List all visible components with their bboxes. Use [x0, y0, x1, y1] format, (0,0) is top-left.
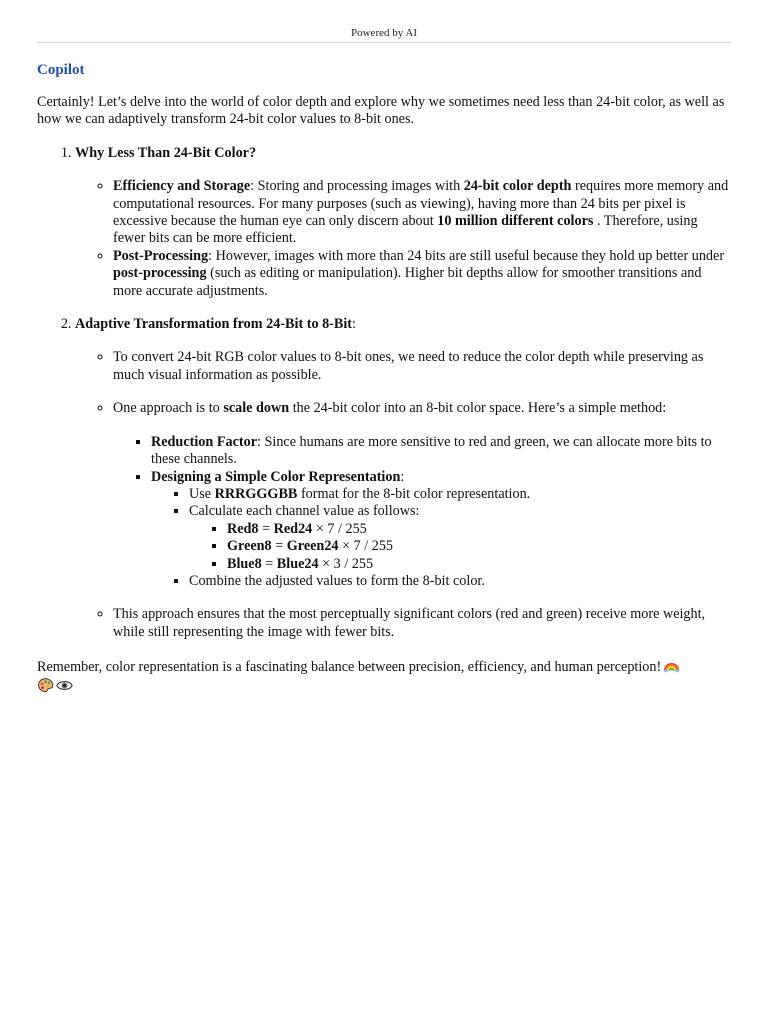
- term-red8: Red8: [227, 520, 259, 537]
- term-10-million: 10 million different colors: [437, 213, 594, 230]
- term-efficiency: Efficiency and Storage: [113, 178, 251, 195]
- term-post-processing-inline: post-processing: [113, 265, 207, 282]
- term-blue24: Blue24: [276, 555, 319, 572]
- text-span: requires more memory and computational resources. For many purposes (such as viewing), having more than 24 bits per pixel is excessive because the human eye can only discern about: [113, 178, 729, 230]
- text-span: × 7 / 255: [312, 520, 367, 537]
- text-span: :: [400, 468, 405, 485]
- text-span: Calculate each channel value as follows:: [189, 503, 420, 520]
- text-span: format for the 8-bit color representation.: [297, 485, 531, 502]
- section-1: [75, 145, 731, 300]
- list-item-efficiency: [113, 178, 731, 248]
- term-green24: Green24: [286, 538, 339, 555]
- closing-text: Remember, color representation is a fascinating balance between precision, efficiency, and human perception!: [37, 659, 662, 676]
- term-rrrgggbb: RRRGGGBB: [214, 485, 298, 502]
- method-list: [113, 434, 731, 591]
- closing-paragraph: [37, 657, 731, 696]
- heading-suffix: :: [352, 316, 356, 333]
- text-span: : Storing and processing images with: [250, 178, 464, 195]
- section-2-list: [75, 349, 731, 641]
- text-span: . Therefore, using fewer bits can be more efficient.: [113, 213, 698, 247]
- section-1-list: [75, 178, 731, 300]
- text-span: Use: [189, 485, 215, 502]
- list-item-use-format: [189, 486, 731, 503]
- formula-red: [227, 521, 731, 538]
- powered-by-header: Powered by AI: [351, 27, 417, 39]
- list-item-combine: ▪ Combine the adjusted values to form the 8-bit color.: [189, 573, 731, 590]
- term-designing: Designing a Simple Color Representation: [151, 468, 401, 485]
- text-span: : Since humans are more sensitive to red and green, we can allocate more bits to these channels.: [151, 433, 712, 468]
- eye-icon: [56, 677, 73, 694]
- text-span: (such as editing or manipulation). Higher bit depths allow for smoother transitions and more accurate adjustments.: [113, 265, 702, 299]
- term-24bit-depth: 24-bit color depth: [463, 178, 572, 195]
- term-blue8: Blue8: [227, 555, 262, 572]
- palette-icon: [37, 677, 54, 694]
- term-green8: Green8: [227, 538, 272, 555]
- text-span: =: [261, 555, 277, 572]
- formula-blue: [227, 556, 731, 573]
- term-red24: Red24: [273, 520, 313, 537]
- term-reduction-factor: Reduction Factor: [151, 433, 257, 450]
- section-2-heading: Adaptive Transformation from 24-Bit to 8-Bit: [75, 316, 353, 333]
- page-title: Copilot: [37, 62, 85, 78]
- header-divider: [37, 42, 731, 43]
- text-span: × 7 / 255: [338, 538, 394, 555]
- formula-list: [189, 521, 731, 573]
- text-span: One approach is to: [113, 400, 224, 417]
- rainbow-icon: [663, 657, 680, 674]
- list-item-calculate: [189, 503, 731, 573]
- list-item-approach: [113, 400, 731, 590]
- list-item-post-processing: [113, 248, 731, 300]
- intro-paragraph: Certainly! Let’s delve into the world of color depth and explore why we sometimes need less than 24-bit color, as well as how we can adaptively transform 24-bit color values to 8-bit ones.: [37, 94, 725, 128]
- section-2: [75, 316, 731, 641]
- term-scale-down: scale down: [223, 400, 290, 417]
- term-post-processing: Post-Processing: [113, 247, 209, 264]
- text-span: =: [271, 538, 287, 555]
- list-item-convert: ◦ To convert 24-bit RGB color values to 8-bit ones, we need to reduce the color depth while preserving as much visual information as possible.: [113, 349, 731, 384]
- text-span: =: [258, 520, 274, 537]
- list-item-ensures: ◦ This approach ensures that the most perceptually significant colors (red and green) receive more weight, while still representing the image with fewer bits.: [113, 606, 731, 641]
- text-span: : However, images with more than 24 bits are still useful because they hold up better under: [208, 247, 725, 264]
- text-span: the 24-bit color into an 8-bit color space. Here’s a simple method:: [289, 400, 667, 417]
- formula-green: [227, 538, 731, 555]
- list-item-designing: [151, 469, 731, 591]
- design-steps-list: [151, 486, 731, 590]
- list-item-reduction: [151, 434, 731, 469]
- section-1-heading: Why Less Than 24-Bit Color?: [75, 144, 257, 161]
- text-span: × 3 / 255: [318, 555, 374, 572]
- main-list: [37, 145, 731, 641]
